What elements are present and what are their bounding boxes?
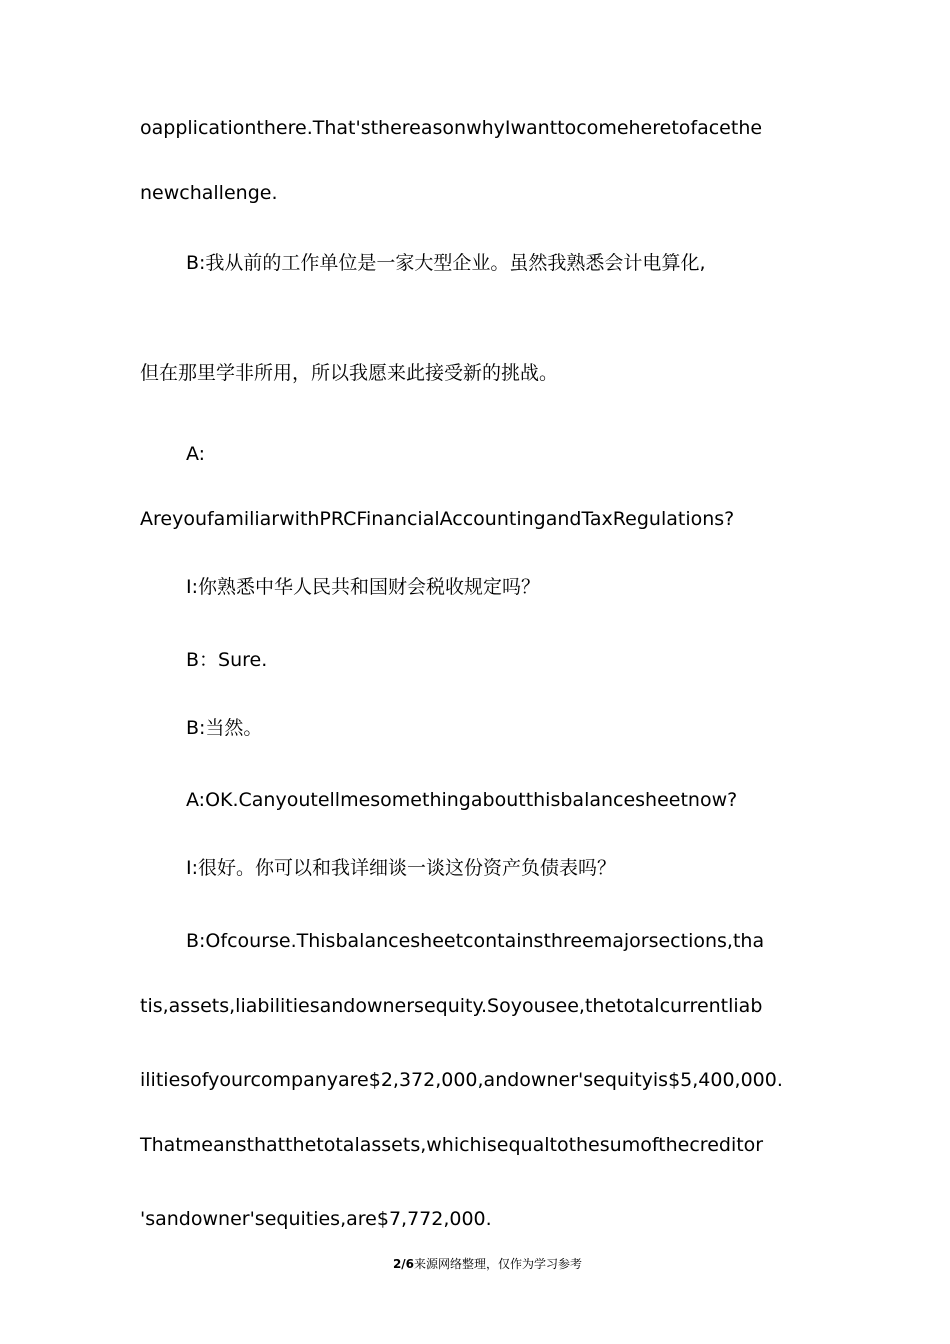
text-line: I:你熟悉中华人民共和国财会税收规定吗？ <box>186 576 541 598</box>
text-line: 'sandowner'sequities,are$7,772,000. <box>140 1208 492 1230</box>
text-line: ilitiesofyourcompanyare$2,372,000,andowner'sequityis$5,400,000. <box>140 1069 783 1091</box>
text-line: tis,assets,liabilitiesandownersequity.Soyousee,thetotalcurrentliab <box>140 995 763 1017</box>
text-line: B:Ofcourse.Thisbalancesheetcontainsthreemajorsections,tha <box>186 930 765 952</box>
text-line: oapplicationthere.That'sthereasonwhyIwanttocomeheretofacethe <box>140 117 763 139</box>
text-line: AreyoufamiliarwithPRCFinancialAccountingandTaxRegulations? <box>140 508 735 530</box>
text-line: 但在那里学非所用，所以我愿来此接受新的挑战。 <box>140 362 559 384</box>
text-line: B：Sure. <box>186 649 268 671</box>
page-number: 2/6 <box>392 1257 415 1271</box>
text-line: I:很好。你可以和我详细谈一谈这份资产负债表吗？ <box>186 857 617 879</box>
text-line: B:当然。 <box>186 717 263 739</box>
text-line: Thatmeansthatthetotalassets,whichisequaltothesumofthecreditor <box>140 1134 764 1156</box>
page-footer <box>0 1256 950 1272</box>
footer-note: 来源网络整理，仅作为学习参考 <box>414 1257 583 1271</box>
text-line: newchallenge. <box>140 182 278 204</box>
text-line: B:我从前的工作单位是一家大型企业。虽然我熟悉会计电算化, <box>186 252 706 274</box>
text-line: A:OK.Canyoutellmesomethingaboutthisbalancesheetnow? <box>186 789 738 811</box>
text-line: A: <box>186 443 206 465</box>
